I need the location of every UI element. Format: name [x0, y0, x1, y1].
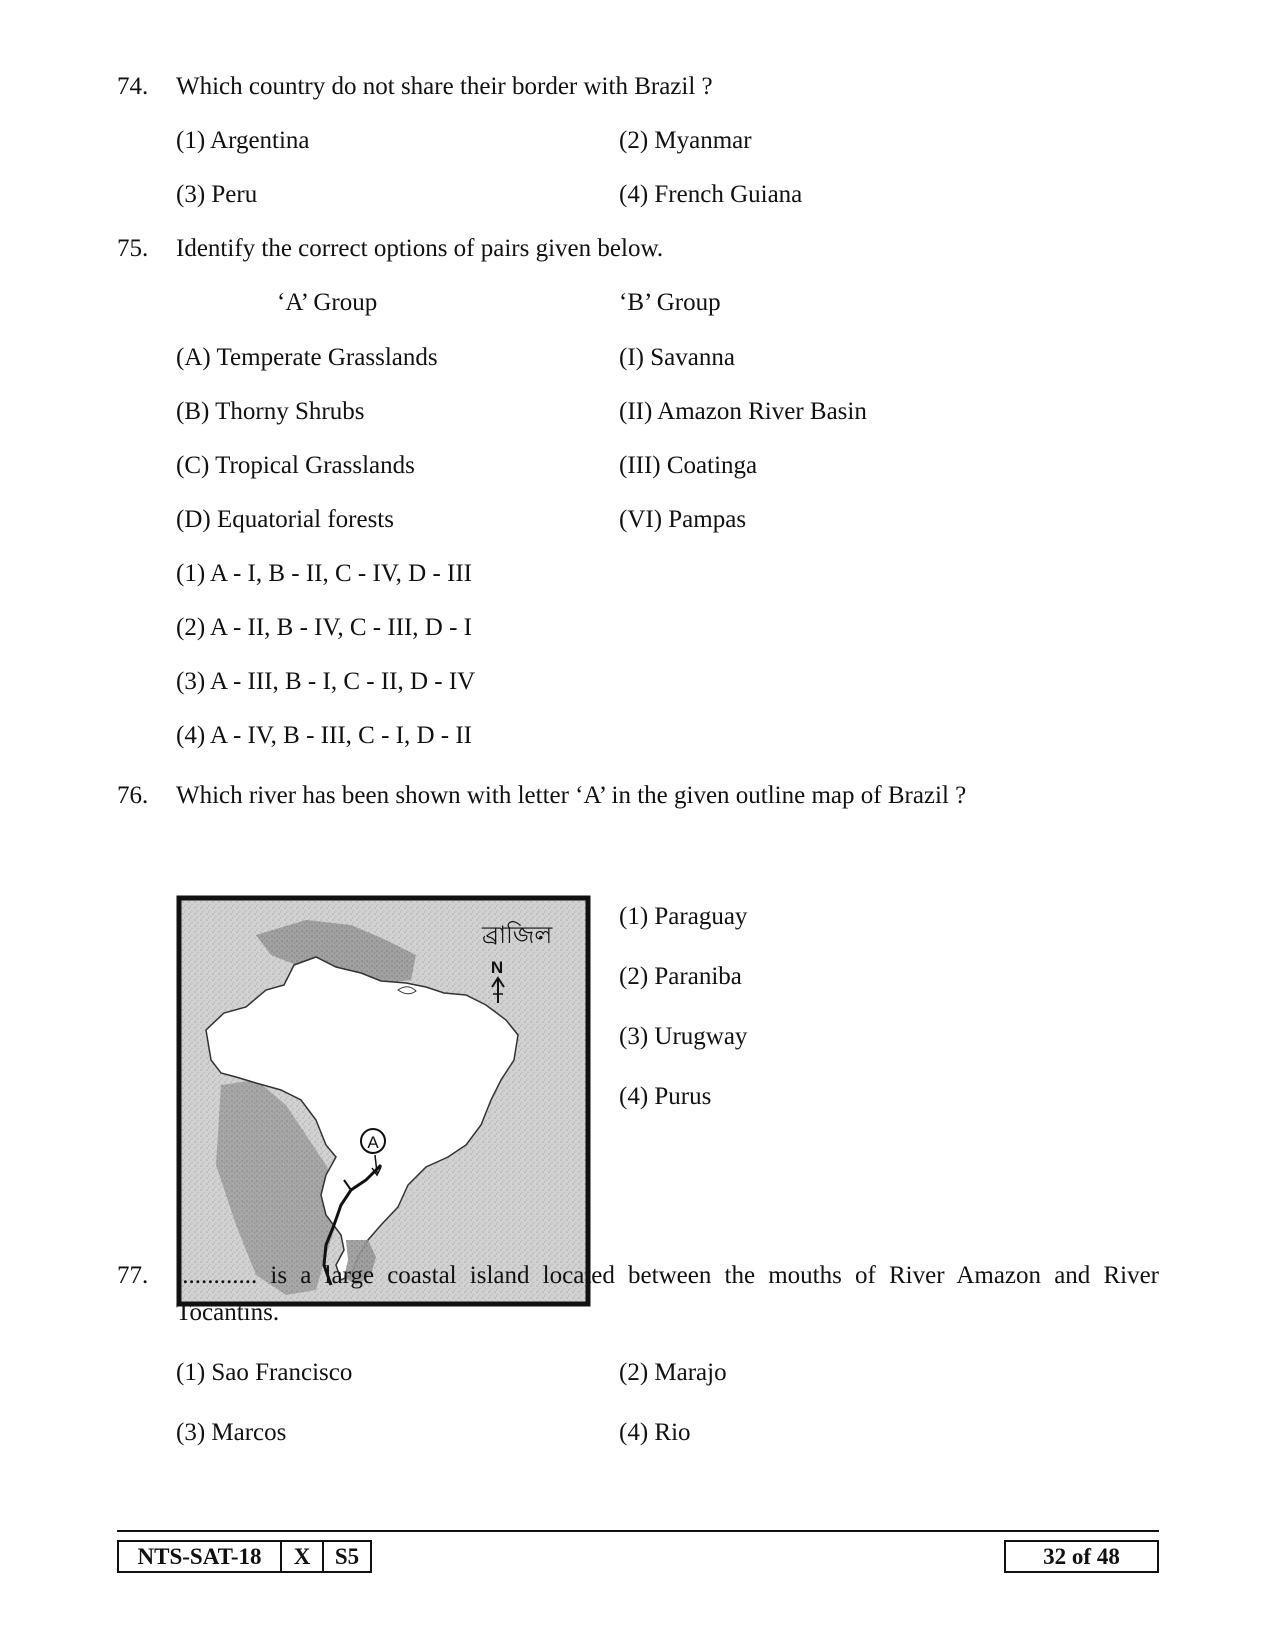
footer-exam-code: NTS-SAT-18 [117, 1540, 282, 1573]
footer-page-number: 32 of 48 [1004, 1540, 1159, 1573]
group-b-item: (III) Coatinga [619, 452, 758, 479]
question-76-number: 76. [117, 782, 149, 809]
group-b-header: ‘B’ Group [619, 289, 721, 316]
group-b-item: (I) Savanna [619, 344, 735, 371]
map-title: ব্রাজিল [482, 921, 553, 949]
q77-option-2: (2) Marajo [619, 1359, 727, 1386]
q75-option-4: (4) A - IV, B - III, C - I, D - II [176, 722, 473, 749]
question-74-number: 74. [117, 73, 149, 100]
q76-option-2: (2) Paraniba [619, 963, 742, 990]
question-74-text: Which country do not share their border with Brazil ? [176, 73, 713, 100]
q74-option-2: (2) Myanmar [619, 127, 752, 154]
question-77-number: 77. [117, 1262, 149, 1289]
q76-option-4: (4) Purus [619, 1083, 712, 1110]
question-77-text: ............. is a large coastal island located between the mouths of River Amazon and River [176, 1262, 1159, 1289]
group-a-item: (C) Tropical Grasslands [176, 452, 415, 479]
q76-option-3: (3) Urugway [619, 1023, 748, 1050]
q74-option-1: (1) Argentina [176, 127, 310, 154]
group-a-item: (A) Temperate Grasslands [176, 344, 438, 371]
question-75-number: 75. [117, 235, 149, 262]
q75-option-2: (2) A - II, B - IV, C - III, D - I [176, 614, 473, 641]
q77-option-4: (4) Rio [619, 1419, 691, 1446]
north-label: N [490, 958, 504, 977]
group-a-item: (D) Equatorial forests [176, 506, 394, 533]
q76-option-1: (1) Paraguay [619, 903, 748, 930]
group-a-item: (B) Thorny Shrubs [176, 398, 365, 425]
question-77-text-cont: Tocantins. [176, 1299, 280, 1326]
footer-class: X [280, 1540, 324, 1573]
footer-divider [117, 1530, 1159, 1532]
q74-option-4: (4) French Guiana [619, 181, 803, 208]
question-76-text: Which river has been shown with letter ‘A’ in the given outline map of Brazil ? [176, 782, 967, 809]
q75-option-3: (3) A - III, B - I, C - II, D - IV [176, 668, 476, 695]
group-a-header: ‘A’ Group [277, 289, 378, 316]
marker-a-label: A [367, 1133, 379, 1152]
question-75-text: Identify the correct options of pairs given below. [176, 235, 664, 262]
q75-option-1: (1) A - I, B - II, C - IV, D - III [176, 560, 473, 587]
q77-option-1: (1) Sao Francisco [176, 1359, 353, 1386]
group-b-item: (II) Amazon River Basin [619, 398, 867, 425]
group-b-item: (VI) Pampas [619, 506, 747, 533]
q77-option-3: (3) Marcos [176, 1419, 287, 1446]
footer-section: S5 [322, 1540, 372, 1573]
brazil-outline-map [176, 895, 591, 1307]
q74-option-3: (3) Peru [176, 181, 258, 208]
